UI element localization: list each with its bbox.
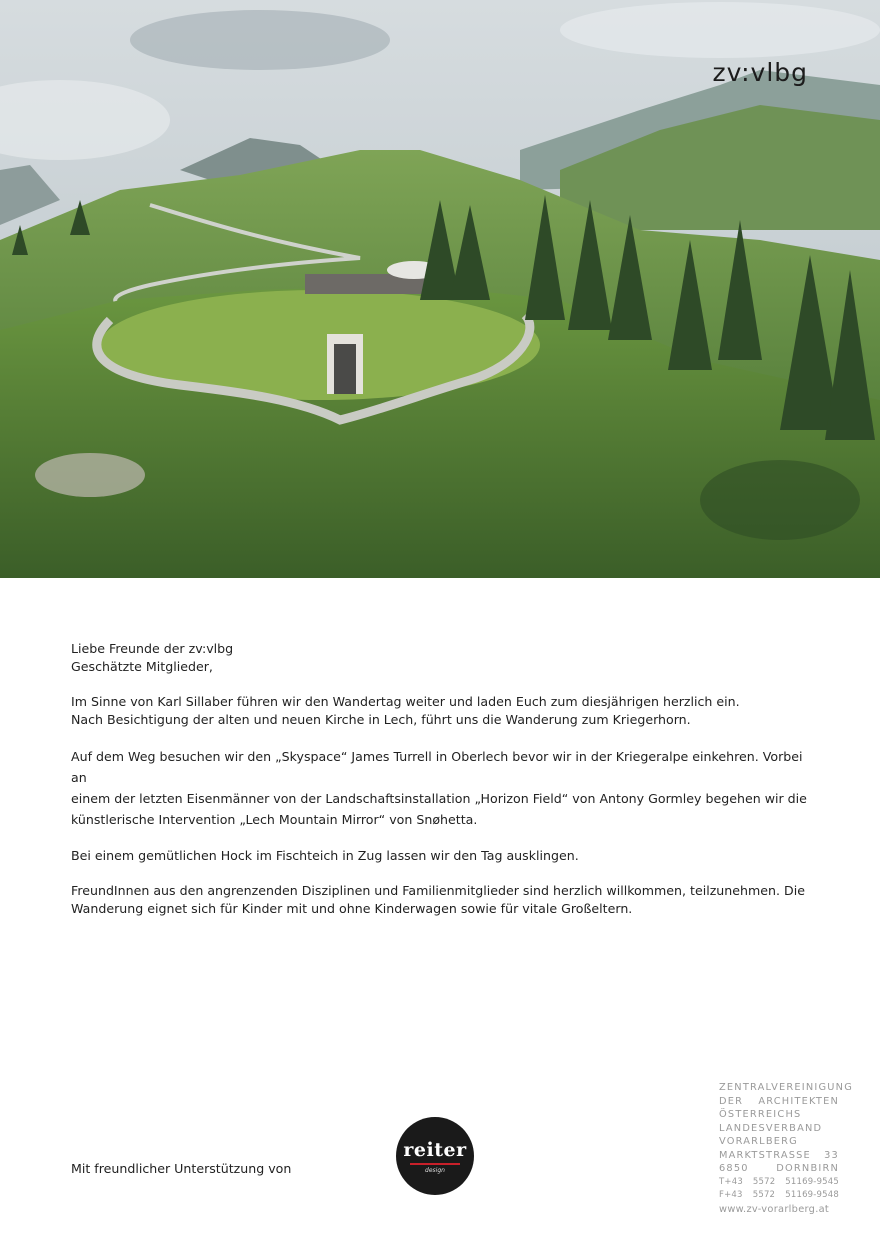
- route-line-1: Auf dem Weg besuchen wir den „Skyspace“ James Turrell in Oberlech bevor wir in der Kriegeralpe einkehren. Vorbei an: [71, 749, 803, 785]
- address-line: DER ARCHITEKTEN: [719, 1095, 839, 1107]
- support-text: Mit freundlicher Unterstützung von: [71, 1161, 292, 1176]
- invitation-line-2: Wanderung eignet sich für Kinder mit und ohne Kinderwagen sowie für vitale Großeltern.: [71, 901, 633, 916]
- letter-body: [71, 640, 811, 935]
- greeting-line-1: Liebe Freunde der zv:vlbg: [71, 641, 234, 656]
- intro-line-1: Im Sinne von Karl Sillaber führen wir den Wandertag weiter und laden Euch zum diesjährigen herzlich ein.: [71, 694, 740, 709]
- reiter-design-logo[interactable]: [396, 1117, 474, 1195]
- sponsor-subtitle: design: [425, 1167, 445, 1174]
- greeting-line-2: Geschätzte Mitglieder,: [71, 659, 213, 674]
- address-line: VORARLBERG: [719, 1136, 798, 1147]
- address-line: MARKTSTRASSE 33: [719, 1149, 839, 1161]
- greeting: [71, 640, 811, 676]
- route-line-2: einem der letzten Eisenmänner von der Landschaftsinstallation „Horizon Field“ von Antony Gormley begehen wir die: [71, 791, 807, 806]
- fax-number: F+43 5572 51169-9548: [719, 1190, 839, 1200]
- paragraph-invitation: [71, 882, 811, 918]
- route-line-3: künstlerische Intervention „Lech Mountain Mirror“ von Snøhetta.: [71, 812, 478, 827]
- paragraph-intro: [71, 693, 811, 729]
- address-line: LANDESVERBAND: [719, 1122, 823, 1134]
- invitation-line-1: FreundInnen aus den angrenzenden Disziplinen und Familienmitglieder sind herzlich willkommen, teilzunehmen. Die: [71, 883, 805, 898]
- address-line: ÖSTERREICHS: [719, 1109, 802, 1120]
- paragraph-route: [71, 746, 811, 830]
- address-line: 6850 DORNBIRN: [719, 1163, 839, 1174]
- website-link[interactable]: www.zv-vorarlberg.at: [719, 1203, 830, 1215]
- association-address: [719, 1081, 853, 1216]
- zv-vlbg-logo: zv:vlbg: [712, 58, 808, 87]
- intro-line-2: Nach Besichtigung der alten und neuen Kirche in Lech, führt uns die Wanderung zum Kriegerhorn.: [71, 712, 691, 727]
- paragraph-closing: [71, 847, 811, 865]
- address-line: ZENTRALVEREINIGUNG: [719, 1082, 853, 1093]
- closing-line: Bei einem gemütlichen Hock im Fischteich in Zug lassen wir den Tag ausklingen.: [71, 848, 579, 863]
- phone-number: T+43 5572 51169-9545: [719, 1176, 839, 1187]
- sponsor-accent-line: [410, 1163, 460, 1165]
- sponsor-name: reiter: [403, 1139, 467, 1161]
- header-landscape-photo: [0, 0, 880, 578]
